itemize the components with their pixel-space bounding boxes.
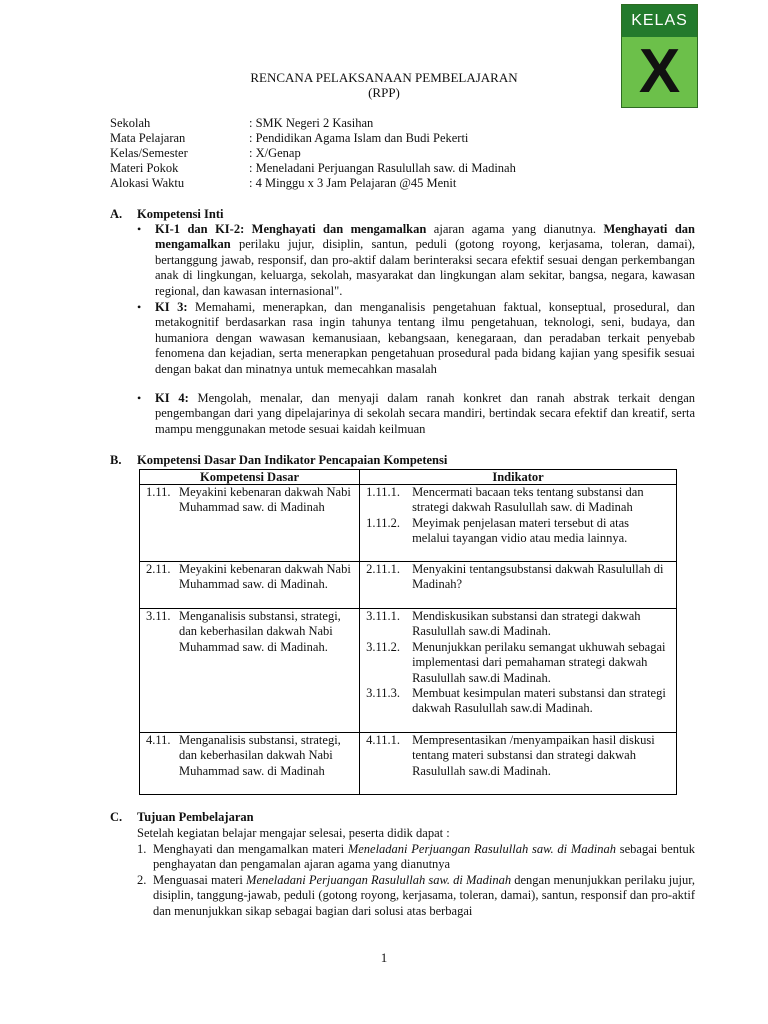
section-letter: C. [110,810,123,824]
ki-text: Mengolah, menalar, dan menyaji dalam ranah konkret dan ranah abstrak terkait dengan pengembangan dari yang dipelajarinya di sekolah secara mandiri, bertindak secara efektif dan kreatif, serta mampu menggunakan metode sesuai kaidah keilmuan [155,391,696,436]
table-row [140,609,677,733]
identity-label: Materi Pokok [110,161,179,175]
objective-text: Menguasai materi [153,873,247,887]
document-title: RENCANA PELAKSANAAN PEMBELAJARAN [250,70,518,85]
objective-number: 2. [137,873,147,887]
identity-label: Kelas/Semester [110,146,188,160]
column-header-kd: Kompetensi Dasar [140,470,360,485]
indikator-cell [360,485,677,562]
section-letter: B. [110,453,122,467]
section-title: Kompetensi Dasar Dan Indikator Pencapaian Kompetensi [137,453,448,467]
table-header-row [140,470,677,485]
indikator-number: 2.11.1. [366,562,400,576]
section-letter: A. [110,207,123,221]
bullet-icon: • [137,300,142,314]
identity-value: : 4 Minggu x 3 Jam Pelajaran @45 Menit [249,176,457,190]
kd-cell [140,609,360,733]
section-title: Tujuan Pembelajaran [137,810,254,824]
indikator-number: 1.11.2. [366,515,400,530]
bullet-icon: • [137,222,142,236]
objective-number: 1. [137,842,147,856]
kd-cell [140,485,360,562]
badge-label: KELAS [622,5,697,37]
objective-item [137,873,695,919]
indikator-number: 1.11.1. [366,485,400,499]
identity-label: Sekolah [110,116,151,130]
indikator-text: Membuat kesimpulan materi substansi dan strategi dakwah Rasulullah saw.di Madinah. [412,686,666,716]
indikator-number: 4.11.1. [366,733,400,747]
objective-topic: Meneladani Perjuangan Rasulullah saw. di Madinah [246,873,512,887]
section-title: Kompetensi Inti [137,207,224,221]
table-row [140,733,677,795]
kd-text: Menganalisis substansi, strategi, dan keberhasilan dakwah Nabi Muhammad saw. di Madinah. [179,609,341,654]
table-row [140,562,677,609]
ki-4-paragraph [155,391,695,437]
kd-text: Menganalisis substansi, strategi, dan keberhasilan dakwah Nabi Muhammad saw. di Madinah [179,733,341,778]
ki-label: KI-1 dan KI-2: Menghayati dan mengamalkan [155,222,427,236]
ki-text: Memahami, menerapkan, dan menganalisis pengetahuan faktual, konseptual, prosedural, dan metakognitif berdasarkan rasa ingin tahunya tentang ilmu pengetahuan, teknologi, seni, budaya, dan humaniora dengan wawasan kemanusiaan, kebangsaan, kenegaraan, dan peradaban terkait penyebab fenomena dan kejadian, serta menerapkan pengetahuan prosedural pada bidang kajian yang spesifik sesuai dengan bakat dan minatnya untuk memecahkan masalah [155,300,696,376]
identity-value: : SMK Negeri 2 Kasihan [249,116,374,130]
kd-number: 2.11. [146,562,171,576]
kd-cell [140,562,360,609]
indikator-cell [360,733,677,795]
indikator-cell [360,562,677,609]
ki-text: perilaku jujur, disiplin, santun, peduli (gotong royong, kerjasama, toleran, damai), bertanggung jawab, responsif, dan pro-aktif dalam berinteraksi secara efektif sesuai dengan perkembangan anak di lingkungan, keluarga, sekolah, masyarakat dan lingkungan alam sekitar, bangsa, negara, kawasan regional, dan kawasan internasional". [155,237,695,298]
bullet-icon: • [137,391,142,405]
competency-table [139,469,677,795]
identity-row-materi [110,161,516,176]
identity-row-kelas [110,146,301,161]
objective-item [137,842,695,873]
indikator-text: Mencermati bacaan teks tentang substansi dan strategi dakwah Rasulullah saw. di Madinah [412,485,644,515]
kd-number: 4.11. [146,733,171,747]
indikator-cell [360,609,677,733]
ki-emphasis: Menghayati dan mengamalkan [155,222,695,252]
badge-grade: X [638,37,681,106]
indikator-text: Mendiskusikan substansi dan strategi dakwah Rasulullah saw.di Madinah. [412,609,641,639]
page-number: 1 [380,950,388,965]
identity-label: Alokasi Waktu [110,176,185,190]
objective-text: dengan menunjukkan perilaku jujur, disiplin, tanggung-jawab, peduli (gotong royong, kerjasama, toleran, damai), santun, responsif dan pro-aktif dan menunjukkan sikap sebagai bagian dari solusi atas berbagai [153,873,695,918]
identity-label: Mata Pelajaran [110,131,186,145]
identity-row-mapel [110,131,468,146]
identity-row-sekolah [110,116,373,131]
kd-text: Meyakini kebenaran dakwah Nabi Muhammad saw. di Madinah. [179,562,351,592]
indikator-text: Mempresentasikan /menyampaikan hasil diskusi tentang materi substansi dan strategi dakwah Rasulullah saw.di Madinah. [412,733,655,778]
objectives-intro: Setelah kegiatan belajar mengajar selesai, peserta didik dapat : [137,826,450,840]
indikator-number: 3.11.1. [366,609,400,623]
objective-text: Menghayati dan mengamalkan materi [153,842,348,856]
ki-3-paragraph [155,300,695,377]
indikator-text: Meyimak penjelasan materi tersebut di atas melalui tayangan vidio atau media lainnya. [412,515,629,546]
ki-label: KI 3: [155,300,188,314]
identity-row-alokasi [110,176,456,191]
indikator-text: Menunjukkan perilaku semangat ukhuwah sebagai implementasi dari pemahaman strategi dakwah Rasulullah saw.di Madinah. [412,639,666,685]
kd-number: 3.11. [146,609,171,623]
objective-topic: Meneladani Perjuangan Rasulullah saw. di Madinah [347,842,616,856]
identity-value: : Pendidikan Agama Islam dan Budi Pekerti [249,131,469,145]
kd-number: 1.11. [146,485,171,499]
kd-text: Meyakini kebenaran dakwah Nabi Muhammad saw. di Madinah [179,485,351,515]
table-row [140,485,677,562]
column-header-indikator: Indikator [360,470,677,485]
indikator-number: 3.11.2. [366,639,400,654]
objective-text: sebagai bentuk penghayatan dan pengamalan ajaran agama yang dianutnya [153,842,695,872]
ki-1-2-paragraph [155,222,695,299]
identity-value: : Meneladani Perjuangan Rasulullah saw. di Madinah [249,161,516,175]
identity-value: : X/Genap [249,146,301,160]
ki-text: ajaran agama yang dianutnya. [426,222,604,236]
document-subtitle: (RPP) [368,85,400,100]
ki-label: KI 4: [155,391,189,405]
indikator-text: Menyakini tentangsubstansi dakwah Rasulullah di Madinah? [412,562,664,592]
kd-cell [140,733,360,795]
indikator-number: 3.11.3. [366,686,400,701]
